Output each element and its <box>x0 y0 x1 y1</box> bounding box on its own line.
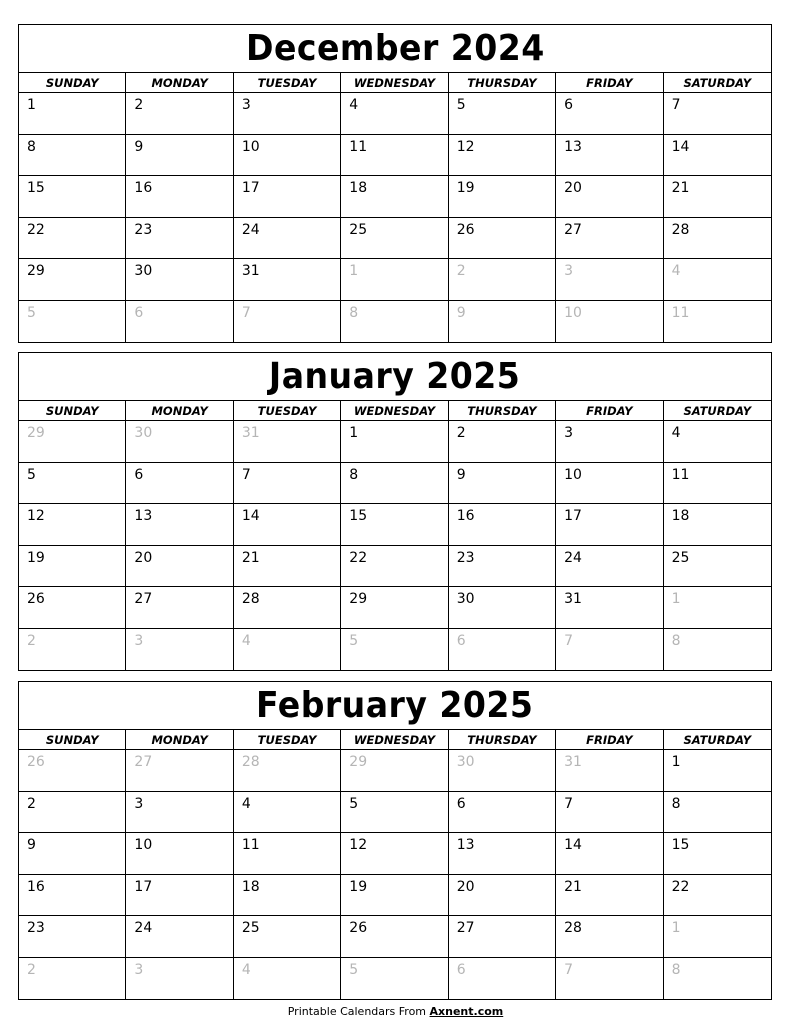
weekday-label: FRIDAY <box>556 730 663 749</box>
weekday-label: MONDAY <box>126 730 233 749</box>
month-calendar <box>18 681 772 1000</box>
adjacent-month-day-cell: 29 <box>19 421 126 463</box>
day-cell: 5 <box>341 792 448 834</box>
day-cell: 16 <box>449 504 556 546</box>
footer-brand-link[interactable]: Axnent.com <box>429 1005 504 1018</box>
adjacent-month-day-cell: 3 <box>556 259 663 301</box>
month-title-text: December 2024 <box>245 28 545 69</box>
adjacent-month-day-cell: 29 <box>341 750 448 792</box>
month-title-text: January 2025 <box>269 356 521 397</box>
adjacent-month-day-cell: 6 <box>449 958 556 1000</box>
day-cell: 5 <box>449 93 556 135</box>
day-cell: 26 <box>449 218 556 260</box>
day-cell: 25 <box>664 546 771 588</box>
day-cell: 22 <box>664 875 771 917</box>
weekday-label: TUESDAY <box>234 73 341 92</box>
day-cell: 22 <box>19 218 126 260</box>
day-cell: 26 <box>341 916 448 958</box>
day-cell: 4 <box>664 421 771 463</box>
adjacent-month-day-cell: 2 <box>449 259 556 301</box>
day-cell: 10 <box>234 135 341 177</box>
day-cell: 9 <box>126 135 233 177</box>
adjacent-month-day-cell: 2 <box>19 629 126 671</box>
day-cell: 17 <box>556 504 663 546</box>
day-cell: 1 <box>19 93 126 135</box>
day-cell: 16 <box>19 875 126 917</box>
adjacent-month-day-cell: 10 <box>556 301 663 343</box>
day-cell: 23 <box>126 218 233 260</box>
adjacent-month-day-cell: 31 <box>234 421 341 463</box>
adjacent-month-day-cell: 1 <box>664 587 771 629</box>
day-cell: 5 <box>19 463 126 505</box>
day-cell: 2 <box>19 792 126 834</box>
weekday-label: THURSDAY <box>449 730 556 749</box>
weekday-label: FRIDAY <box>556 73 663 92</box>
adjacent-month-day-cell: 8 <box>671 632 681 649</box>
day-cell: 23 <box>19 916 126 958</box>
month-title-text: February 2025 <box>256 685 534 726</box>
adjacent-month-day-cell: 2 <box>19 958 126 1000</box>
day-grid <box>19 93 771 342</box>
day-cell: 17 <box>234 176 341 218</box>
day-cell: 27 <box>449 916 556 958</box>
weekday-label: MONDAY <box>126 73 233 92</box>
day-cell: 6 <box>449 792 556 834</box>
day-cell: 8 <box>19 135 126 177</box>
month-title <box>19 682 771 730</box>
adjacent-month-day-cell: 4 <box>234 958 341 1000</box>
day-cell: 21 <box>664 176 771 218</box>
weekday-label: TUESDAY <box>234 401 341 420</box>
adjacent-month-day-cell: 6 <box>126 301 233 343</box>
day-cell: 14 <box>664 135 771 177</box>
weekday-label: SATURDAY <box>683 403 752 418</box>
day-cell: 18 <box>234 875 341 917</box>
weekday-label: THURSDAY <box>449 73 556 92</box>
day-cell: 2 <box>126 93 233 135</box>
day-cell: 20 <box>449 875 556 917</box>
day-grid <box>19 750 771 999</box>
weekday-label: FRIDAY <box>556 401 663 420</box>
day-cell: 3 <box>126 792 233 834</box>
day-cell: 29 <box>341 587 448 629</box>
weekday-label: TUESDAY <box>234 730 341 749</box>
day-cell: 15 <box>341 504 448 546</box>
weekday-label: SUNDAY <box>19 401 126 420</box>
weekday-label: THURSDAY <box>449 401 556 420</box>
day-cell: 18 <box>341 176 448 218</box>
day-cell: 31 <box>556 587 663 629</box>
adjacent-month-day-cell: 7 <box>556 629 663 671</box>
day-cell: 24 <box>234 218 341 260</box>
weekday-label: WEDNESDAY <box>341 401 448 420</box>
day-cell: 10 <box>126 833 233 875</box>
day-cell: 10 <box>556 463 663 505</box>
day-cell: 1 <box>341 421 448 463</box>
day-cell: 2 <box>449 421 556 463</box>
day-cell: 21 <box>234 546 341 588</box>
day-cell: 15 <box>19 176 126 218</box>
day-cell: 12 <box>449 135 556 177</box>
adjacent-month-day-cell: 30 <box>449 750 556 792</box>
day-cell: 9 <box>449 463 556 505</box>
day-cell: 30 <box>126 259 233 301</box>
day-cell: 11 <box>234 833 341 875</box>
adjacent-month-day-cell: 26 <box>19 750 126 792</box>
day-cell: 4 <box>341 93 448 135</box>
day-cell: 7 <box>664 93 771 135</box>
day-cell: 7 <box>556 792 663 834</box>
adjacent-month-day-cell: 5 <box>341 629 448 671</box>
adjacent-month-day-cell: 4 <box>234 629 341 671</box>
day-cell: 20 <box>556 176 663 218</box>
day-cell: 25 <box>234 916 341 958</box>
day-cell: 28 <box>664 218 771 260</box>
adjacent-month-day-cell: 8 <box>671 961 681 978</box>
adjacent-month-day-cell: 7 <box>234 301 341 343</box>
day-cell: 25 <box>341 218 448 260</box>
adjacent-month-day-cell: 1 <box>341 259 448 301</box>
footer <box>0 1005 791 1018</box>
day-cell: 14 <box>234 504 341 546</box>
day-cell: 1 <box>664 750 771 792</box>
weekday-label: WEDNESDAY <box>341 730 448 749</box>
adjacent-month-day-cell: 30 <box>126 421 233 463</box>
adjacent-month-day-cell: 5 <box>19 301 126 343</box>
day-cell: 13 <box>126 504 233 546</box>
adjacent-month-day-cell: 3 <box>126 629 233 671</box>
day-cell: 9 <box>19 833 126 875</box>
day-cell: 28 <box>556 916 663 958</box>
day-cell: 31 <box>234 259 341 301</box>
month-calendar <box>18 352 772 671</box>
day-cell: 27 <box>126 587 233 629</box>
day-cell: 11 <box>664 463 771 505</box>
day-cell: 14 <box>556 833 663 875</box>
weekday-label: MONDAY <box>126 401 233 420</box>
day-cell: 13 <box>556 135 663 177</box>
adjacent-month-day-cell: 4 <box>664 259 771 301</box>
day-cell: 3 <box>234 93 341 135</box>
day-cell: 29 <box>19 259 126 301</box>
weekday-label: SUNDAY <box>19 730 126 749</box>
day-cell: 19 <box>341 875 448 917</box>
weekday-label: SATURDAY <box>683 732 752 747</box>
day-cell: 26 <box>19 587 126 629</box>
day-cell: 19 <box>449 176 556 218</box>
weekday-label: SUNDAY <box>19 73 126 92</box>
day-cell: 24 <box>556 546 663 588</box>
weekday-header-row <box>19 401 771 421</box>
day-cell: 19 <box>19 546 126 588</box>
day-cell: 17 <box>126 875 233 917</box>
weekday-label: WEDNESDAY <box>341 73 448 92</box>
day-cell: 22 <box>341 546 448 588</box>
weekday-header-row <box>19 73 771 93</box>
footer-prefix: Printable Calendars From <box>287 1005 430 1018</box>
adjacent-month-day-cell: 11 <box>671 304 690 321</box>
day-cell: 15 <box>664 833 771 875</box>
day-cell: 27 <box>556 218 663 260</box>
adjacent-month-day-cell: 9 <box>449 301 556 343</box>
weekday-label: SATURDAY <box>683 75 752 90</box>
day-cell: 11 <box>341 135 448 177</box>
adjacent-month-day-cell: 3 <box>126 958 233 1000</box>
adjacent-month-day-cell: 28 <box>234 750 341 792</box>
day-cell: 30 <box>449 587 556 629</box>
month-title <box>19 353 771 401</box>
weekday-header-row <box>19 730 771 750</box>
day-cell: 6 <box>556 93 663 135</box>
day-cell: 23 <box>449 546 556 588</box>
adjacent-month-day-cell: 6 <box>449 629 556 671</box>
day-cell: 18 <box>664 504 771 546</box>
day-cell: 12 <box>341 833 448 875</box>
day-grid <box>19 421 771 670</box>
day-cell: 20 <box>126 546 233 588</box>
day-cell: 8 <box>341 463 448 505</box>
month-title <box>19 25 771 73</box>
day-cell: 16 <box>126 176 233 218</box>
day-cell: 21 <box>556 875 663 917</box>
day-cell: 12 <box>19 504 126 546</box>
day-cell: 6 <box>126 463 233 505</box>
day-cell: 7 <box>234 463 341 505</box>
day-cell: 4 <box>234 792 341 834</box>
adjacent-month-day-cell: 27 <box>126 750 233 792</box>
adjacent-month-day-cell: 5 <box>341 958 448 1000</box>
month-calendar <box>18 24 772 343</box>
adjacent-month-day-cell: 31 <box>556 750 663 792</box>
day-cell: 8 <box>664 792 771 834</box>
adjacent-month-day-cell: 1 <box>664 916 771 958</box>
day-cell: 28 <box>234 587 341 629</box>
day-cell: 13 <box>449 833 556 875</box>
day-cell: 3 <box>556 421 663 463</box>
adjacent-month-day-cell: 8 <box>341 301 448 343</box>
adjacent-month-day-cell: 7 <box>556 958 663 1000</box>
day-cell: 24 <box>126 916 233 958</box>
